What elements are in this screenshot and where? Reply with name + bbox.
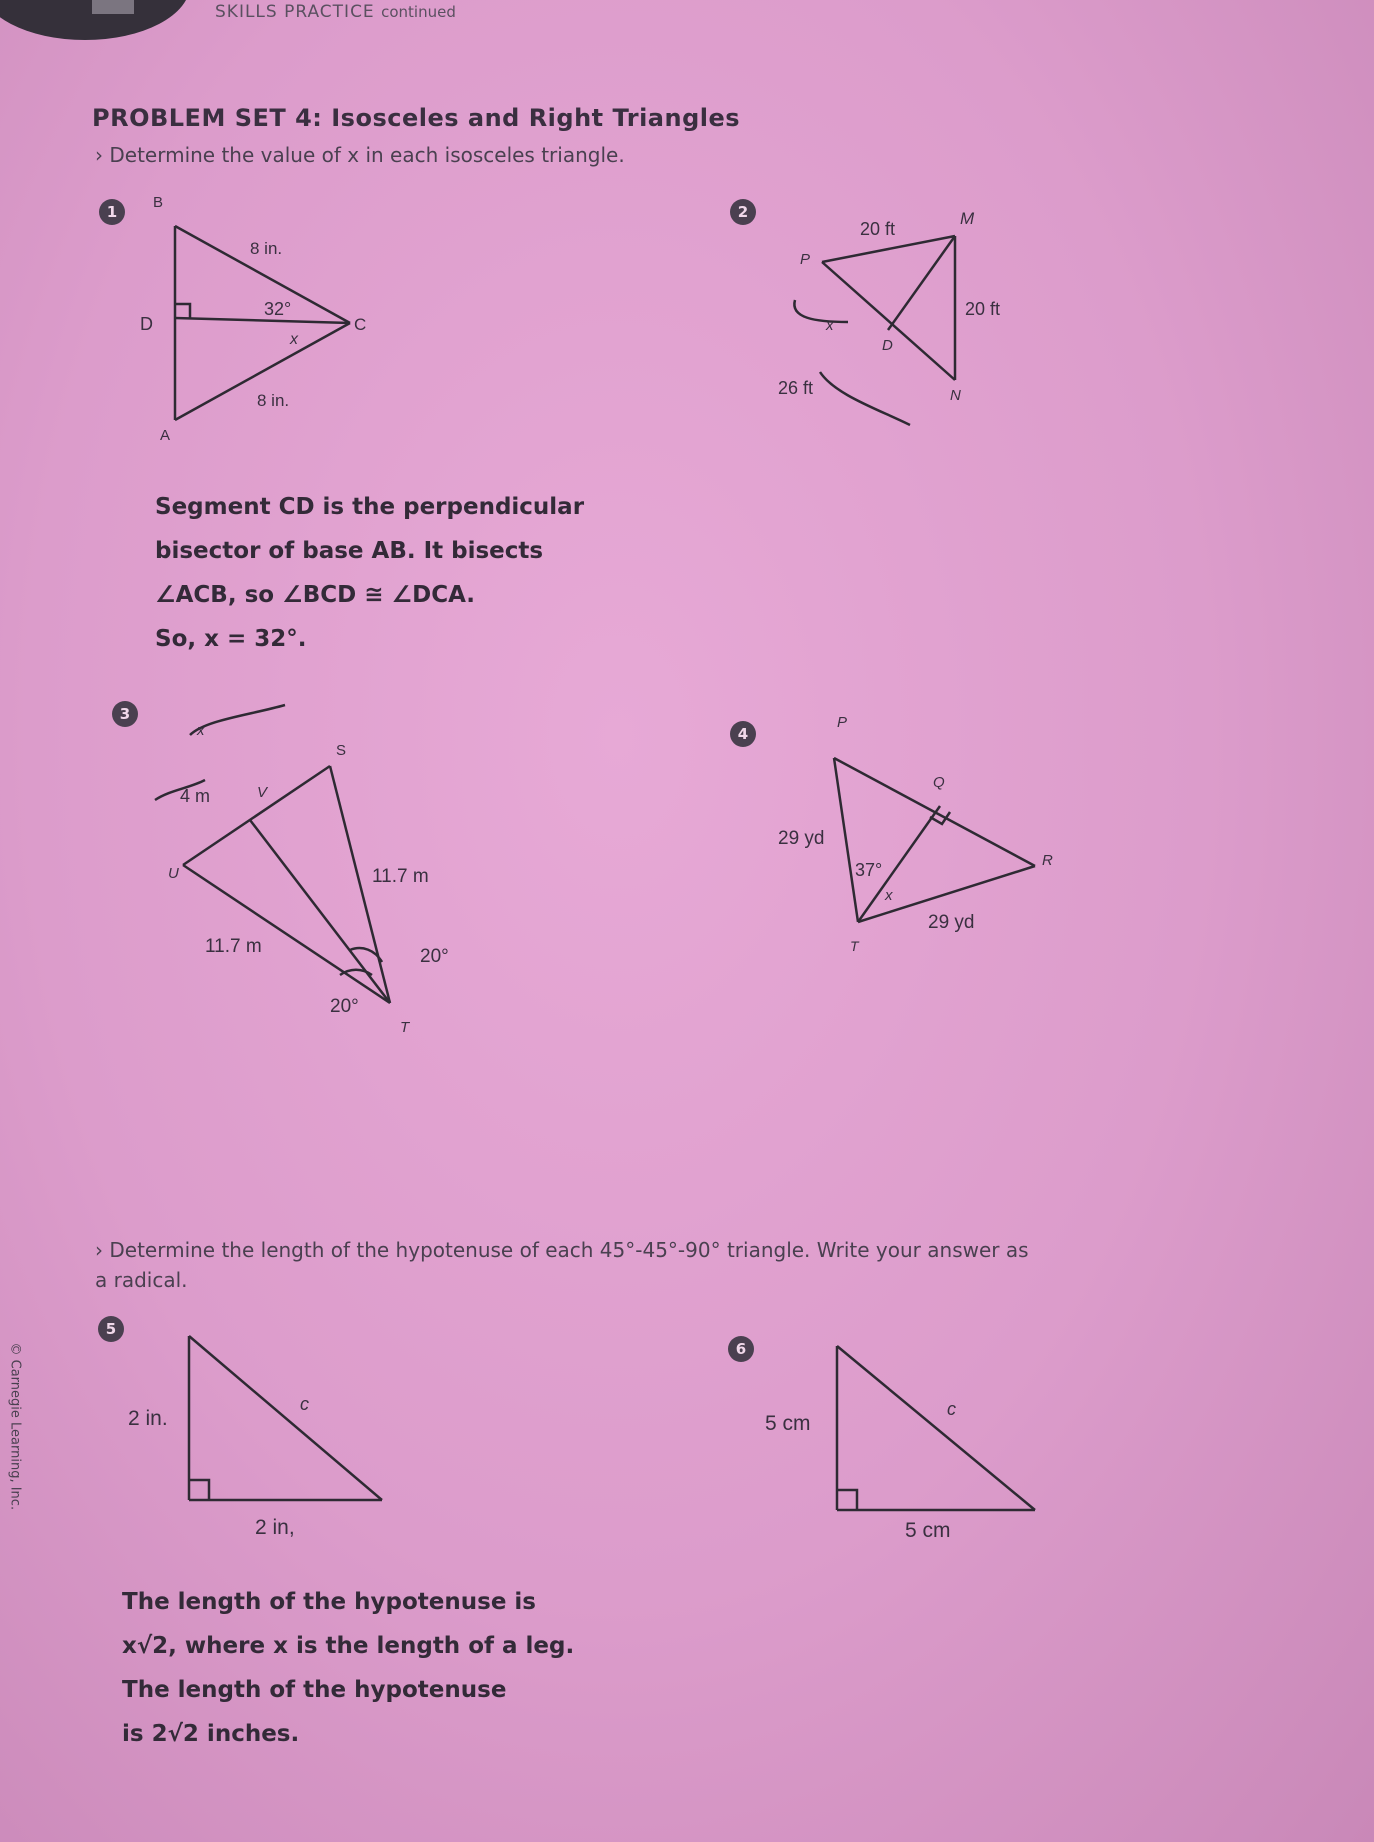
problem-number-5: 5 (98, 1316, 124, 1342)
problem-number-6: 6 (728, 1336, 754, 1362)
arrow-icon: › (95, 143, 103, 167)
copyright-text: © Carnegie Learning, Inc. (7, 1342, 23, 1511)
label-c-6: c (947, 1399, 956, 1419)
label-S: S (336, 742, 347, 759)
label-M: M (960, 209, 975, 228)
label-P-4: P (837, 714, 848, 731)
label-left-29yd: 29 yd (778, 828, 825, 849)
label-leg2-6: 5 cm (905, 1519, 951, 1542)
label-leg2-5: 2 in, (255, 1516, 295, 1539)
label-bottom-26ft: 26 ft (778, 378, 814, 398)
label-top-20ft: 20 ft (860, 219, 896, 239)
section-label: SKILLS PRACTICE (215, 2, 375, 22)
problem-number-4: 4 (730, 721, 756, 747)
hypotenuse-6 (837, 1346, 1035, 1510)
label-D: D (140, 314, 153, 334)
problem-set-title: PROBLEM SET 4: Isosceles and Right Triangles (92, 104, 741, 132)
label-right-11-7m: 11.7 m (372, 866, 429, 887)
instruction-hypotenuse-line1: Determine the length of the hypotenuse of each 45°-45°-90° triangle. Write your answer as (109, 1238, 1029, 1262)
label-V: V (257, 784, 268, 801)
right-angle-mark-6 (837, 1490, 857, 1510)
label-x-2: x (826, 317, 834, 334)
work5-line2: x√2, where x is the length of a leg. (122, 1633, 575, 1659)
label-x-4: x (885, 887, 893, 904)
work5-line1: The length of the hypotenuse is (122, 1589, 536, 1615)
instruction-hypotenuse-line2: a radical. (95, 1268, 188, 1292)
label-angle-20-a: 20° (420, 946, 449, 967)
work1-line3: ∠ACB, so ∠BCD ≅ ∠DCA. (155, 582, 476, 608)
problem-number-2: 2 (730, 199, 756, 225)
copyright-side (0, 1342, 23, 1565)
label-R: R (1042, 852, 1053, 869)
label-bottom-side: 8 in. (257, 391, 290, 410)
work1-line4: So, x = 32°. (155, 626, 307, 652)
label-Q: Q (933, 774, 945, 791)
label-angle-37: 37° (855, 860, 883, 880)
label-angle-20-b: 20° (330, 996, 359, 1017)
label-D-2: D (882, 337, 893, 354)
problem-number-3: 3 (112, 701, 138, 727)
label-leg1-6: 5 cm (765, 1412, 811, 1435)
label-U: U (168, 865, 179, 882)
label-T: T (400, 1019, 410, 1036)
label-x-1: x (290, 331, 298, 348)
label-B: B (153, 194, 164, 211)
work1-line1: Segment CD is the perpendicular (155, 494, 585, 520)
instruction-isosceles-text: Determine the value of x in each isosceles triangle. (109, 143, 625, 167)
label-N: N (950, 387, 961, 404)
label-T-4: T (850, 938, 859, 954)
continued-label: continued (381, 3, 456, 21)
label-c-5: c (300, 1394, 309, 1414)
arrow-icon-2: › (95, 1238, 103, 1262)
work5-line3: The length of the hypotenuse (122, 1677, 507, 1703)
problem-number-1: 1 (99, 199, 125, 225)
label-P: P (800, 251, 811, 268)
label-x-3: x (197, 722, 205, 739)
label-bottom-29yd: 29 yd (928, 912, 975, 933)
label-left-11-7m: 11.7 m (205, 936, 262, 957)
work1-line2: bisector of base AB. It bisects (155, 538, 544, 564)
work-problem-5 (122, 1580, 574, 1756)
label-A: A (160, 427, 171, 444)
label-right-20ft: 20 ft (965, 299, 1001, 319)
label-4m: 4 m (180, 786, 211, 806)
work5-line4: is 2√2 inches. (122, 1721, 300, 1747)
label-angle-32: 32° (264, 299, 292, 319)
label-leg1-5: 2 in. (128, 1407, 168, 1430)
label-C: C (354, 315, 367, 334)
label-top-side: 8 in. (250, 239, 283, 258)
